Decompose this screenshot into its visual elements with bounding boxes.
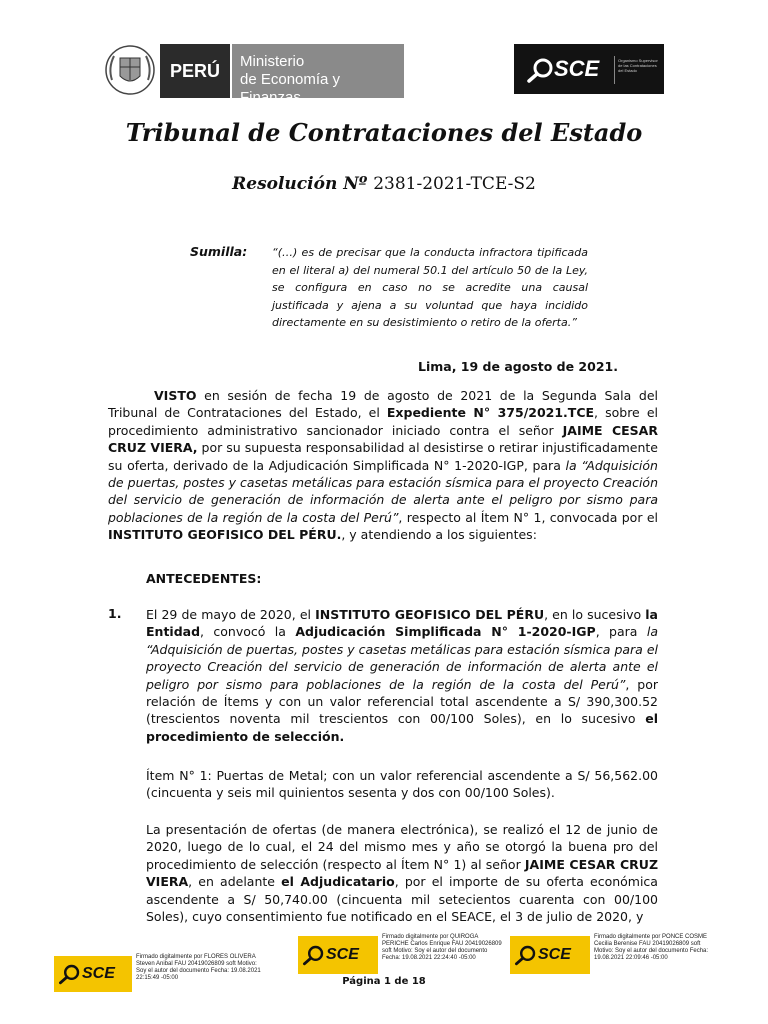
signature-text-2: Firmado digitalmente por QUIROGA PERICHE Carlos Enrique FAU 20419026809 soft Motivo: Soy el autor del documento Fecha: 19.08.2021 22:24:40 -05:00	[382, 934, 502, 961]
entity-alias: la Entidad	[146, 607, 658, 640]
presentation-text: La presentación de ofertas (de manera electrónica), se realizó el 12 de junio de 2020, luego de lo cual, el 24 del mismo mes y año se otorgó la buena pro del procedimiento de selección (respecto al Ítem N° 1) al señor	[146, 822, 658, 872]
antecedente-1	[146, 606, 658, 745]
expediente-number: Expediente N° 375/2021.TCE	[386, 405, 595, 421]
peru-ministry-logo	[104, 40, 404, 106]
magnifier-icon	[302, 944, 326, 966]
osce-stamp-logo	[510, 936, 590, 974]
visto-text: , sobre el procedimiento administrativo sancionador iniciado contra el señor	[108, 405, 658, 438]
osce-stamp-text: SCE	[326, 946, 359, 963]
resolution-title	[0, 174, 768, 194]
sumilla-text: “(…) es de precisar que la conducta infractora tipificada en el literal a) del numeral 50.1 del artículo 50 de la Ley, se configura en caso no se acredite una causal justificada y ajena a su voluntad que haya incidido directamente en su desistimiento o retiro de la oferta.”	[272, 246, 588, 330]
item-text: El 29 de mayo de 2020, el	[146, 607, 316, 622]
item-number: 1.	[108, 606, 122, 621]
ministry-line1: Ministerio	[240, 53, 305, 70]
osce-logo-text: SCE	[554, 56, 600, 81]
signature-stamp-2	[298, 934, 506, 980]
item-text: , en lo sucesivo	[544, 607, 646, 622]
document-date: Lima, 19 de agosto de 2021.	[418, 359, 618, 374]
coat-of-arms-icon	[104, 40, 156, 102]
osce-stamp-text: SCE	[538, 946, 571, 963]
osce-org-name: Organismo Supervisor de las Contrataciones del Estado	[618, 58, 658, 73]
presentation-text: , por el importe de su oferta económica ascendente a S/ 50,740.00 (cincuenta mil setecientos cuarenta con 00/100 Soles), cuyo consentimiento fue notificado en el SEACE, el 3 de julio de 2020, y	[146, 874, 658, 925]
page-number: Página 1 de 18	[342, 976, 426, 987]
resolution-number: 2381-2021-TCE-S2	[373, 174, 536, 194]
respondent-name: JAIME CESAR CRUZ VIERA,	[108, 422, 658, 456]
osce-header-logo	[514, 44, 664, 94]
logo-divider	[614, 56, 615, 84]
entity-name: INSTITUTO GEOFISICO DEL PÉRU	[315, 607, 545, 622]
visto-keyword: VISTO	[154, 388, 197, 403]
visto-text: , respecto al Ítem N° 1, convocada por el	[398, 509, 658, 525]
presentation-paragraph	[146, 821, 658, 925]
osce-stamp-text: SCE	[82, 965, 115, 982]
ministry-label	[232, 44, 404, 106]
adjudicatario-alias: el Adjudicatario	[281, 874, 395, 890]
resolution-prefix: Resolución Nº	[232, 174, 368, 194]
ministry-line2: de Economía y Finanzas	[240, 71, 341, 106]
signature-text-3: Firmado digitalmente por PONCE COSME Cecilia Berenise FAU 20419026809 soft Motivo: Soy el autor del documento Fecha: 19.08.2021 22:09:46 -05:00	[594, 934, 709, 961]
item-text: , para	[595, 624, 647, 640]
adjudicatario-name: JAIME CESAR CRUZ VIERA	[146, 856, 659, 890]
signature-stamp-3	[510, 934, 722, 980]
presentation-text: , en adelante	[188, 874, 282, 890]
entity-name: INSTITUTO GEOFISICO DEL PÉRU.	[108, 527, 342, 543]
visto-text: en sesión de fecha 19 de agosto de 2021 de la Segunda Sala del Tribunal de Contrataciones del Estado, el	[108, 388, 658, 421]
peru-label: PERÚ	[160, 44, 230, 98]
visto-text: , y atendiendo a los siguientes:	[341, 527, 537, 543]
sumilla-label: Sumilla:	[190, 244, 248, 259]
osce-stamp-logo	[298, 936, 378, 974]
signature-text-1: Firmado digitalmente por FLORES OLIVERA Steven Anibal FAU 20419026809 soft Motivo: Soy el autor del documento Fecha: 19.08.2021 22:15:49 -05:00	[136, 954, 261, 981]
visto-text: por su supuesta responsabilidad al desistirse o retirar injustificadamente su oferta, derivado de la Adjudicación Simplificada N° 1-2020-IGP, para	[108, 440, 658, 473]
procurement-object: la “Adquisición de puertas, postes y casetas metálicas para estación sísmica para el proyecto Creación del servicio de generación de información de alerta ante el peligro por sismo para poblaciones de la región de la costa del Perú”	[108, 457, 658, 525]
visto-paragraph	[108, 387, 658, 544]
antecedentes-heading: ANTECEDENTES:	[146, 571, 262, 586]
procedure-name: Adjudicación Simplificada N° 1-2020-IGP	[295, 624, 596, 640]
procedure-alias: el procedimiento de selección.	[146, 711, 658, 744]
magnifier-icon	[514, 944, 538, 966]
magnifier-icon	[526, 57, 556, 83]
signature-stamp-1	[54, 950, 270, 996]
procurement-object: la “Adquisición de puertas, postes y casetas metálicas para estación sísmica para el proyecto Creación del servicio de generación de información de alerta ante el peligro por sismo para poblaciones de la región de la costa del Perú”	[146, 624, 658, 692]
item-line: Ítem N° 1: Puertas de Metal; con un valor referencial ascendente a S/ 56,562.00 (cincuenta y seis mil quinientos sesenta y dos con 00/100 Soles).	[146, 768, 658, 801]
item-text: , por relación de Ítems y con un valor referencial total ascendente a S/ 390,300.52 (trescientos noventa mil trescientos con 00/100 Soles), en lo sucesivo	[146, 676, 658, 727]
item-text: , convocó la	[200, 624, 296, 640]
tribunal-title: Tribunal de Contrataciones del Estado	[125, 118, 643, 147]
